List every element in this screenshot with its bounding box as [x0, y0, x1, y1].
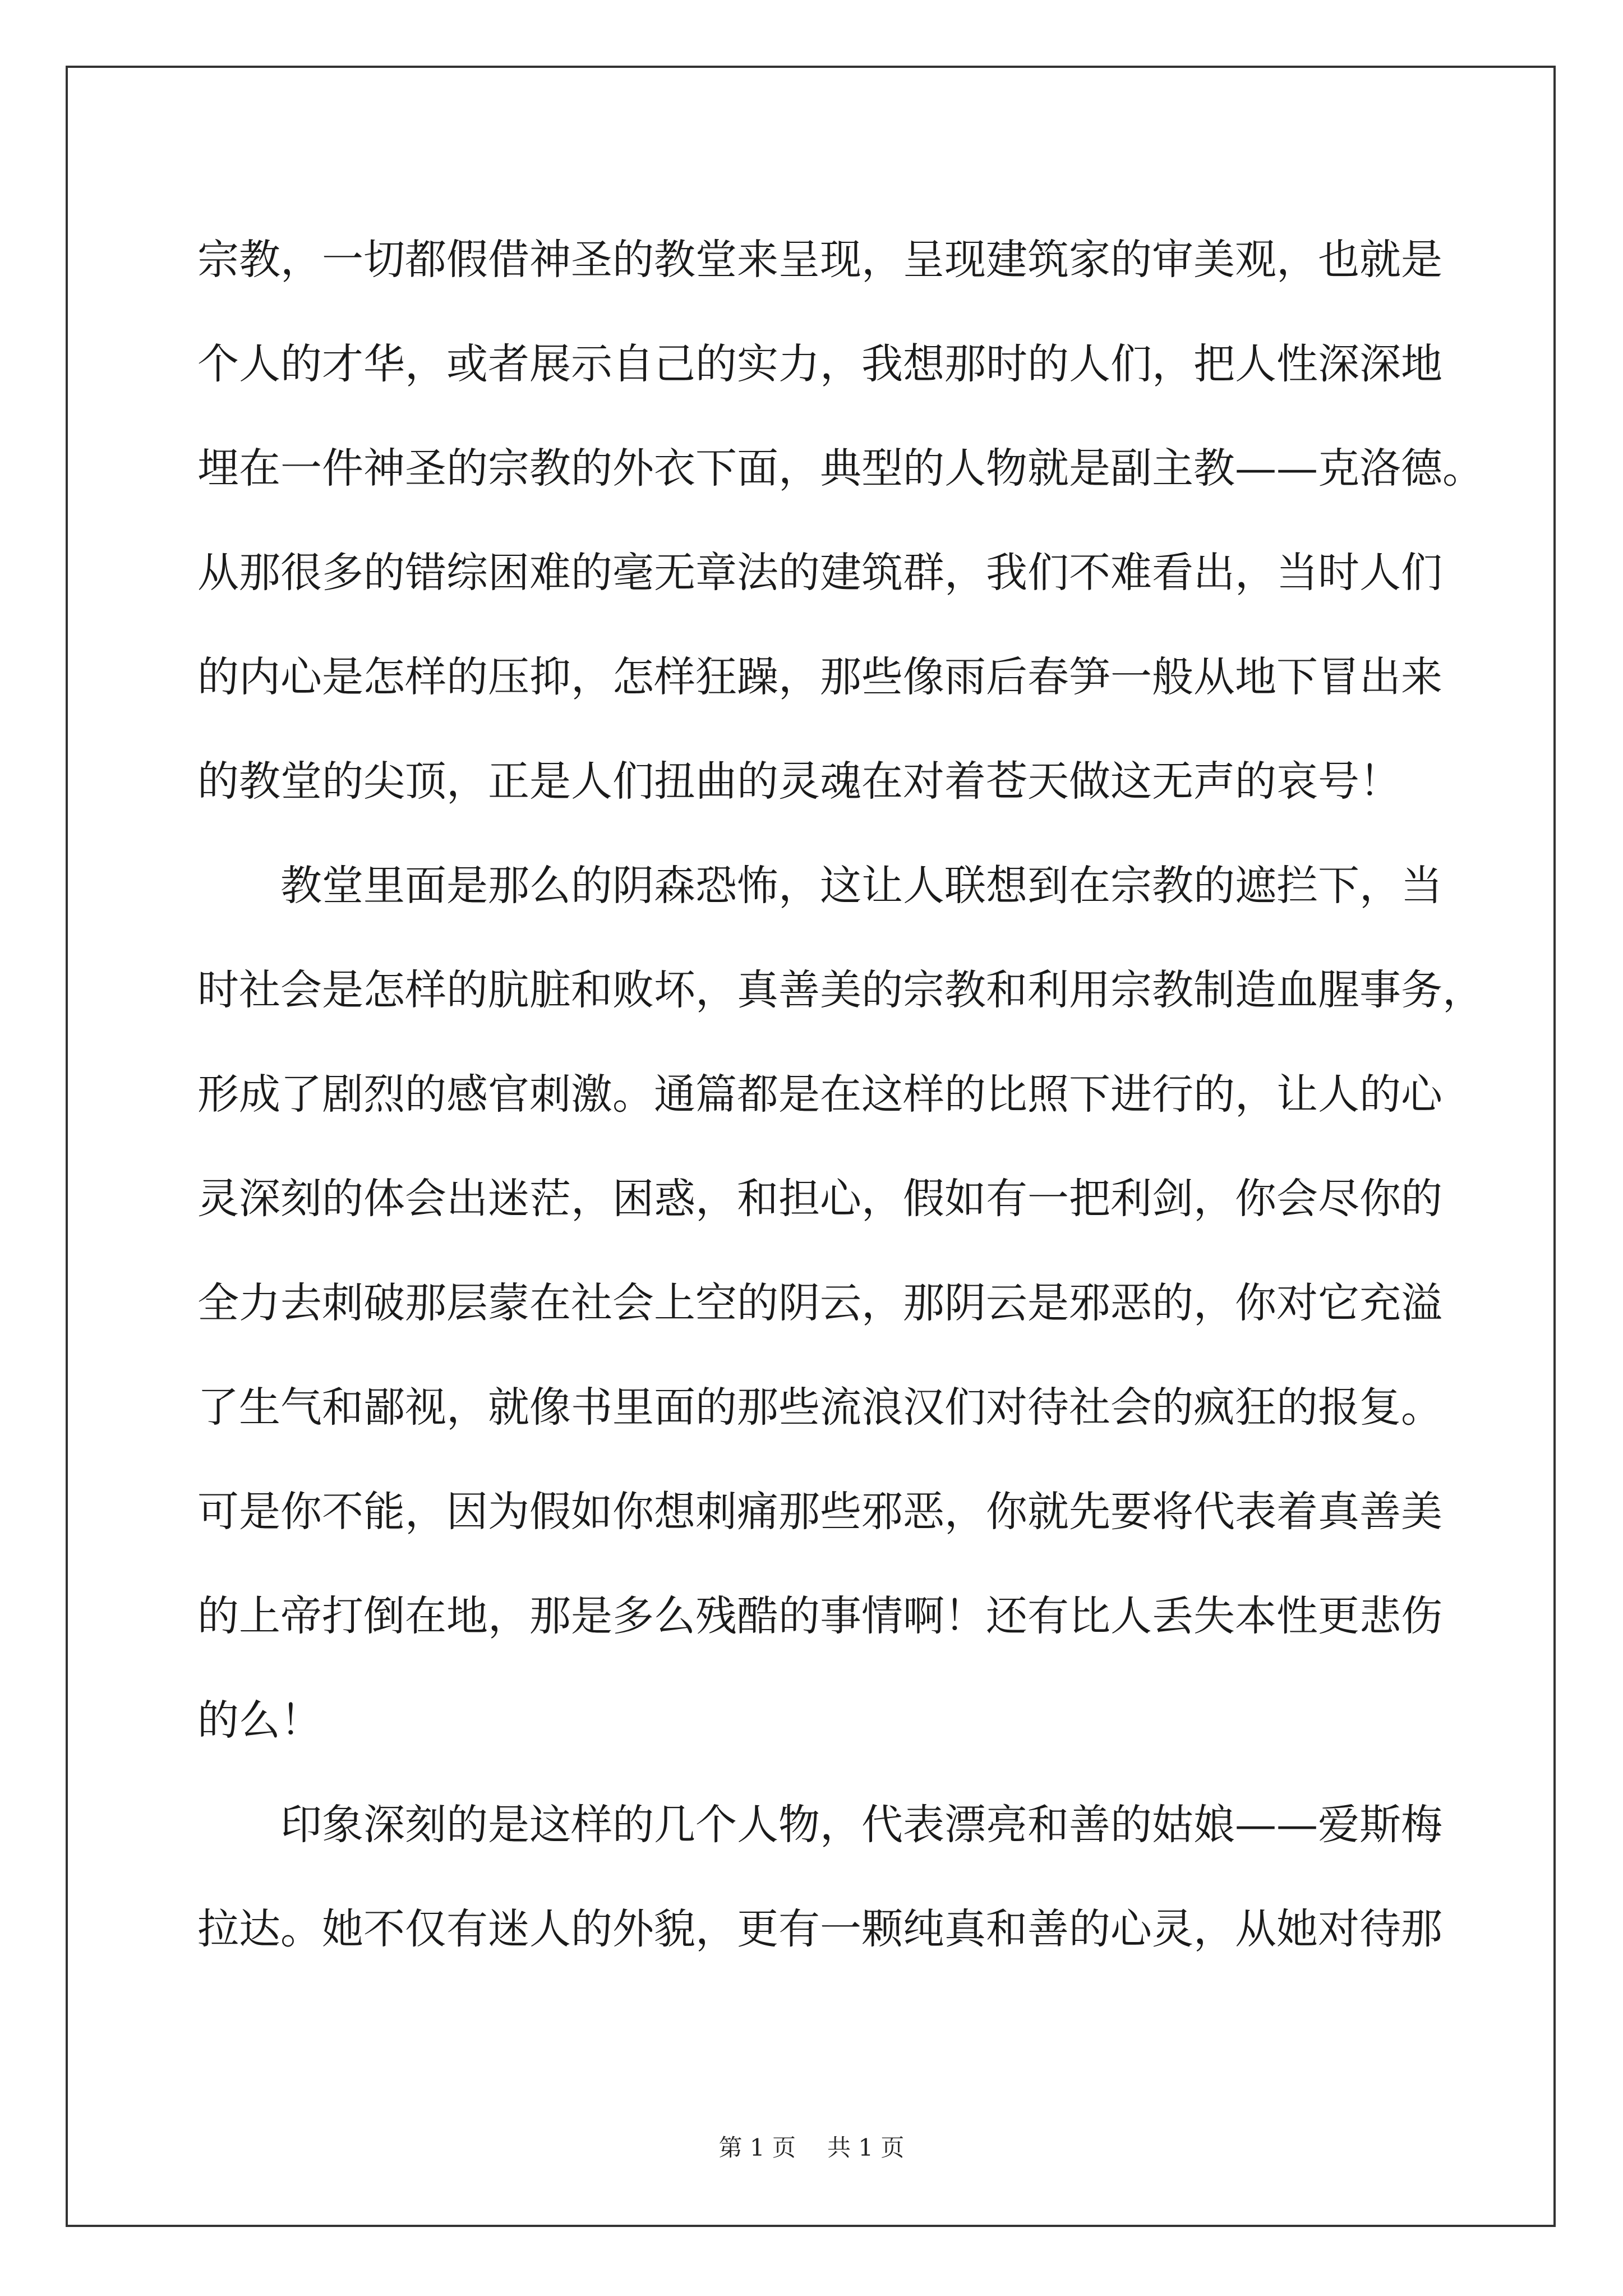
paragraph-first-line: 教堂里面是那么的阴森恐怖，这让人联想到在宗教的遮拦下，当 [280, 862, 1442, 910]
text-line: 拉达。她不仅有迷人的外貌，更有一颗纯真和善的心灵，从她对待那 [197, 1905, 1442, 1953]
text-line: 的教堂的尖顶，正是人们扭曲的灵魂在对着苍天做这无声的哀号！ [197, 757, 1401, 806]
text-line: 的内心是怎样的压抑，怎样狂躁，那些像雨后春笋一般从地下冒出来 [197, 653, 1442, 701]
document-body [197, 208, 1484, 1981]
text-line: 形成了剧烈的感官刺激。通篇都是在这样的比照下进行的，让人的心 [197, 1070, 1442, 1119]
text-line: 了生气和鄙视，就像书里面的那些流浪汉们对待社会的疯狂的报复。 [197, 1383, 1442, 1432]
text-line: 的上帝打倒在地，那是多么残酷的事情啊！还有比人丢失本性更悲伤 [197, 1592, 1442, 1640]
text-line: 全力去刺破那层蒙在社会上空的阴云，那阴云是邪恶的，你对它充溢 [197, 1279, 1442, 1327]
text-line: 从那很多的错综困难的毫无章法的建筑群，我们不难看出，当时人们 [197, 549, 1442, 597]
text-line: 可是你不能，因为假如你想刺痛那些邪恶，你就先要将代表着真善美 [197, 1488, 1442, 1536]
text-line: 宗教，一切都假借神圣的教堂来呈现，呈现建筑家的审美观，也就是 [197, 236, 1442, 284]
text-line: 灵深刻的体会出迷茫，困惑，和担心，假如有一把利剑，你会尽你的 [197, 1175, 1442, 1223]
paragraph-first-line: 印象深刻的是这样的几个人物，代表漂亮和善的姑娘——爱斯梅 [280, 1801, 1442, 1849]
page-total: 共 1 页 [827, 2134, 905, 2161]
text-line: 时社会是怎样的肮脏和败坏，真善美的宗教和利用宗教制造血腥事务， [197, 966, 1484, 1014]
page-number: 第 1 页 [718, 2134, 796, 2161]
text-line: 个人的才华，或者展示自己的实力，我想那时的人们，把人性深深地 [197, 340, 1442, 388]
text-line: 的么！ [197, 1696, 322, 1745]
text-line: 埋在一件神圣的宗教的外衣下面，典型的人物就是副主教——克洛德。 [197, 444, 1484, 493]
page-footer [0, 2129, 1623, 2163]
